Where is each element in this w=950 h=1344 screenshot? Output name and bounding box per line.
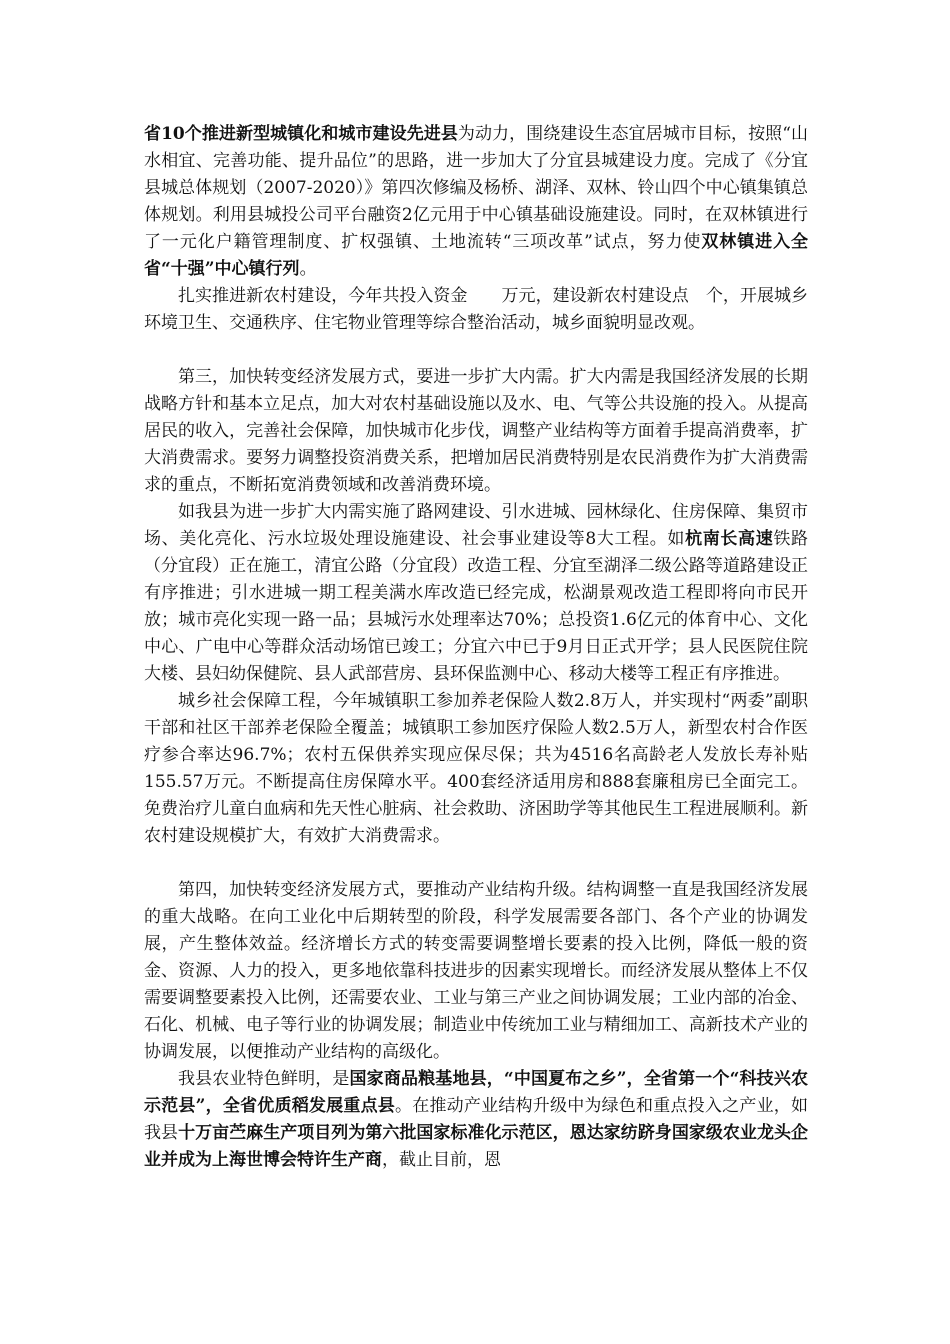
paragraph-agriculture <box>144 1066 808 1174</box>
document-body <box>144 121 808 1174</box>
paragraph-new-countryside: 扎实推进新农村建设，今年共投入资金 万元，建设新农村建设点 个，开展城乡环境卫生、交通秩序、住宅物业管理等综合整治活动，城乡面貌明显改观。 <box>144 286 808 333</box>
paragraph-text: 我县农业特色鲜明，是 <box>178 1069 350 1089</box>
paragraph-text: ，截止目前，恩 <box>382 1150 501 1170</box>
paragraph-spacer <box>144 337 808 364</box>
paragraph-text: 为动力，围绕建设生态宜居城市目标，按照“山水相宜、完善功能、提升品位”的思路，进一步加大了分宜县城建设力度。完成了《分宜县城总体规划（2007-2020）》第四次修编及杨桥、湖泽、双林、铃山四个中心镇集镇总体规划。利用县城投公司平台融资2亿元用于中心镇基础设施建设。同时，在双林镇进行了一元化户籍管理制度、扩权强镇、土地流转“三项改革”试点，努力使 <box>144 124 808 252</box>
bold-phrase: 省10个推进新型城镇化和城市建设先进县 <box>144 124 458 144</box>
paragraph-text: 铁路（分宜段）正在施工，清宜公路（分宜段）改造工程、分宜至湖泽二级公路等道路建设正有序推进；引水进城一期工程美满水库改造已经完成，松湖景观改造工程即将向市民开放；城市亮化实现一路一品；县城污水处理率达70%；总投资1.6亿元的体育中心、文化中心、广电中心等群众活动场馆已竣工；分宜六中已于9月日正式开学；县人民医院住院大楼、县妇幼保健院、县人武部营房、县环保监测中心、移动大楼等工程正有序推进。 <box>144 529 809 684</box>
paragraph-text: 。在推动产业结构升级中为绿色和重点投入之产业，如我县 <box>144 1096 809 1143</box>
paragraph-fourth-industrial-upgrade: 第四，加快转变经济发展方式，要推动产业结构升级。结构调整一直是我国经济发展的重大战略。在向工业化中后期转型的阶段，科学发展需要各部门、各个产业的协调发展，产生整体效益。经济增长方式的转变需要调整增长要素的投入比例，降低一般的资金、资源、人力的投入，更多地依靠科技进步的因素实现增长。而经济发展从整体上不仅需要调整要素投入比例，还需要农业、工业与第三产业之间协调发展；工业内部的冶金、石化、机械、电子等行业的协调发展；制造业中传统加工业与精细加工、高新技术产业的协调发展，以便推动产业结构的高级化。 <box>144 880 808 1062</box>
bold-phrase: 国家商品粮基地县，“中国夏布之乡”，全省第一个“科技兴农示范县”，全省优质稻发展重点县 <box>144 1069 808 1116</box>
paragraph-spacer <box>144 850 808 877</box>
paragraph-urbanization <box>144 121 808 283</box>
paragraph-social-security: 城乡社会保障工程，今年城镇职工参加养老保险人数2.8万人，并实现村“两委”副职干部和社区干部养老保险全覆盖；城镇职工参加医疗保险人数2.5万人，新型农村合作医疗参合率达96.7%；农村五保供养实现应保尽保；共为4516名高龄老人发放长寿补贴155.57万元。不断提高住房保障水平。400套经济适用房和888套廉租房已全面完工。免费治疗儿童白血病和先天性心脏病、社会救助、济困助学等其他民生工程进展顺利。新农村建设规模扩大，有效扩大消费需求。 <box>144 691 808 846</box>
paragraph-third-domestic-demand: 第三，加快转变经济发展方式，要进一步扩大内需。扩大内需是我国经济发展的长期战略方针和基本立足点，加大对农村基础设施以及水、电、气等公共设施的投入。从提高居民的收入，完善社会保障，加快城市化步伐，调整产业结构等方面着手提高消费率，扩大消费需求。要努力调整投资消费关系，把增加居民消费特别是农民消费作为扩大消费需求的重点，不断拓宽消费领域和改善消费环境。 <box>144 367 808 495</box>
bold-phrase: 双林镇进入全省“十强”中心镇行列 <box>144 232 809 279</box>
paragraph-text: 。 <box>299 259 317 279</box>
paragraph-text: 如我县为进一步扩大内需实施了路网建设、引水进城、园林绿化、住房保障、集贸市场、美化亮化、污水垃圾处理设施建设、社会事业建设等8大工程。如 <box>144 502 808 549</box>
bold-phrase: 杭南长高速 <box>685 529 774 549</box>
paragraph-eight-projects <box>144 499 808 688</box>
bold-phrase: 十万亩苎麻生产项目列为第六批国家标准化示范区，恩达家纺跻身国家级农业龙头企业并成为上海世博会特许生产商 <box>144 1123 809 1170</box>
